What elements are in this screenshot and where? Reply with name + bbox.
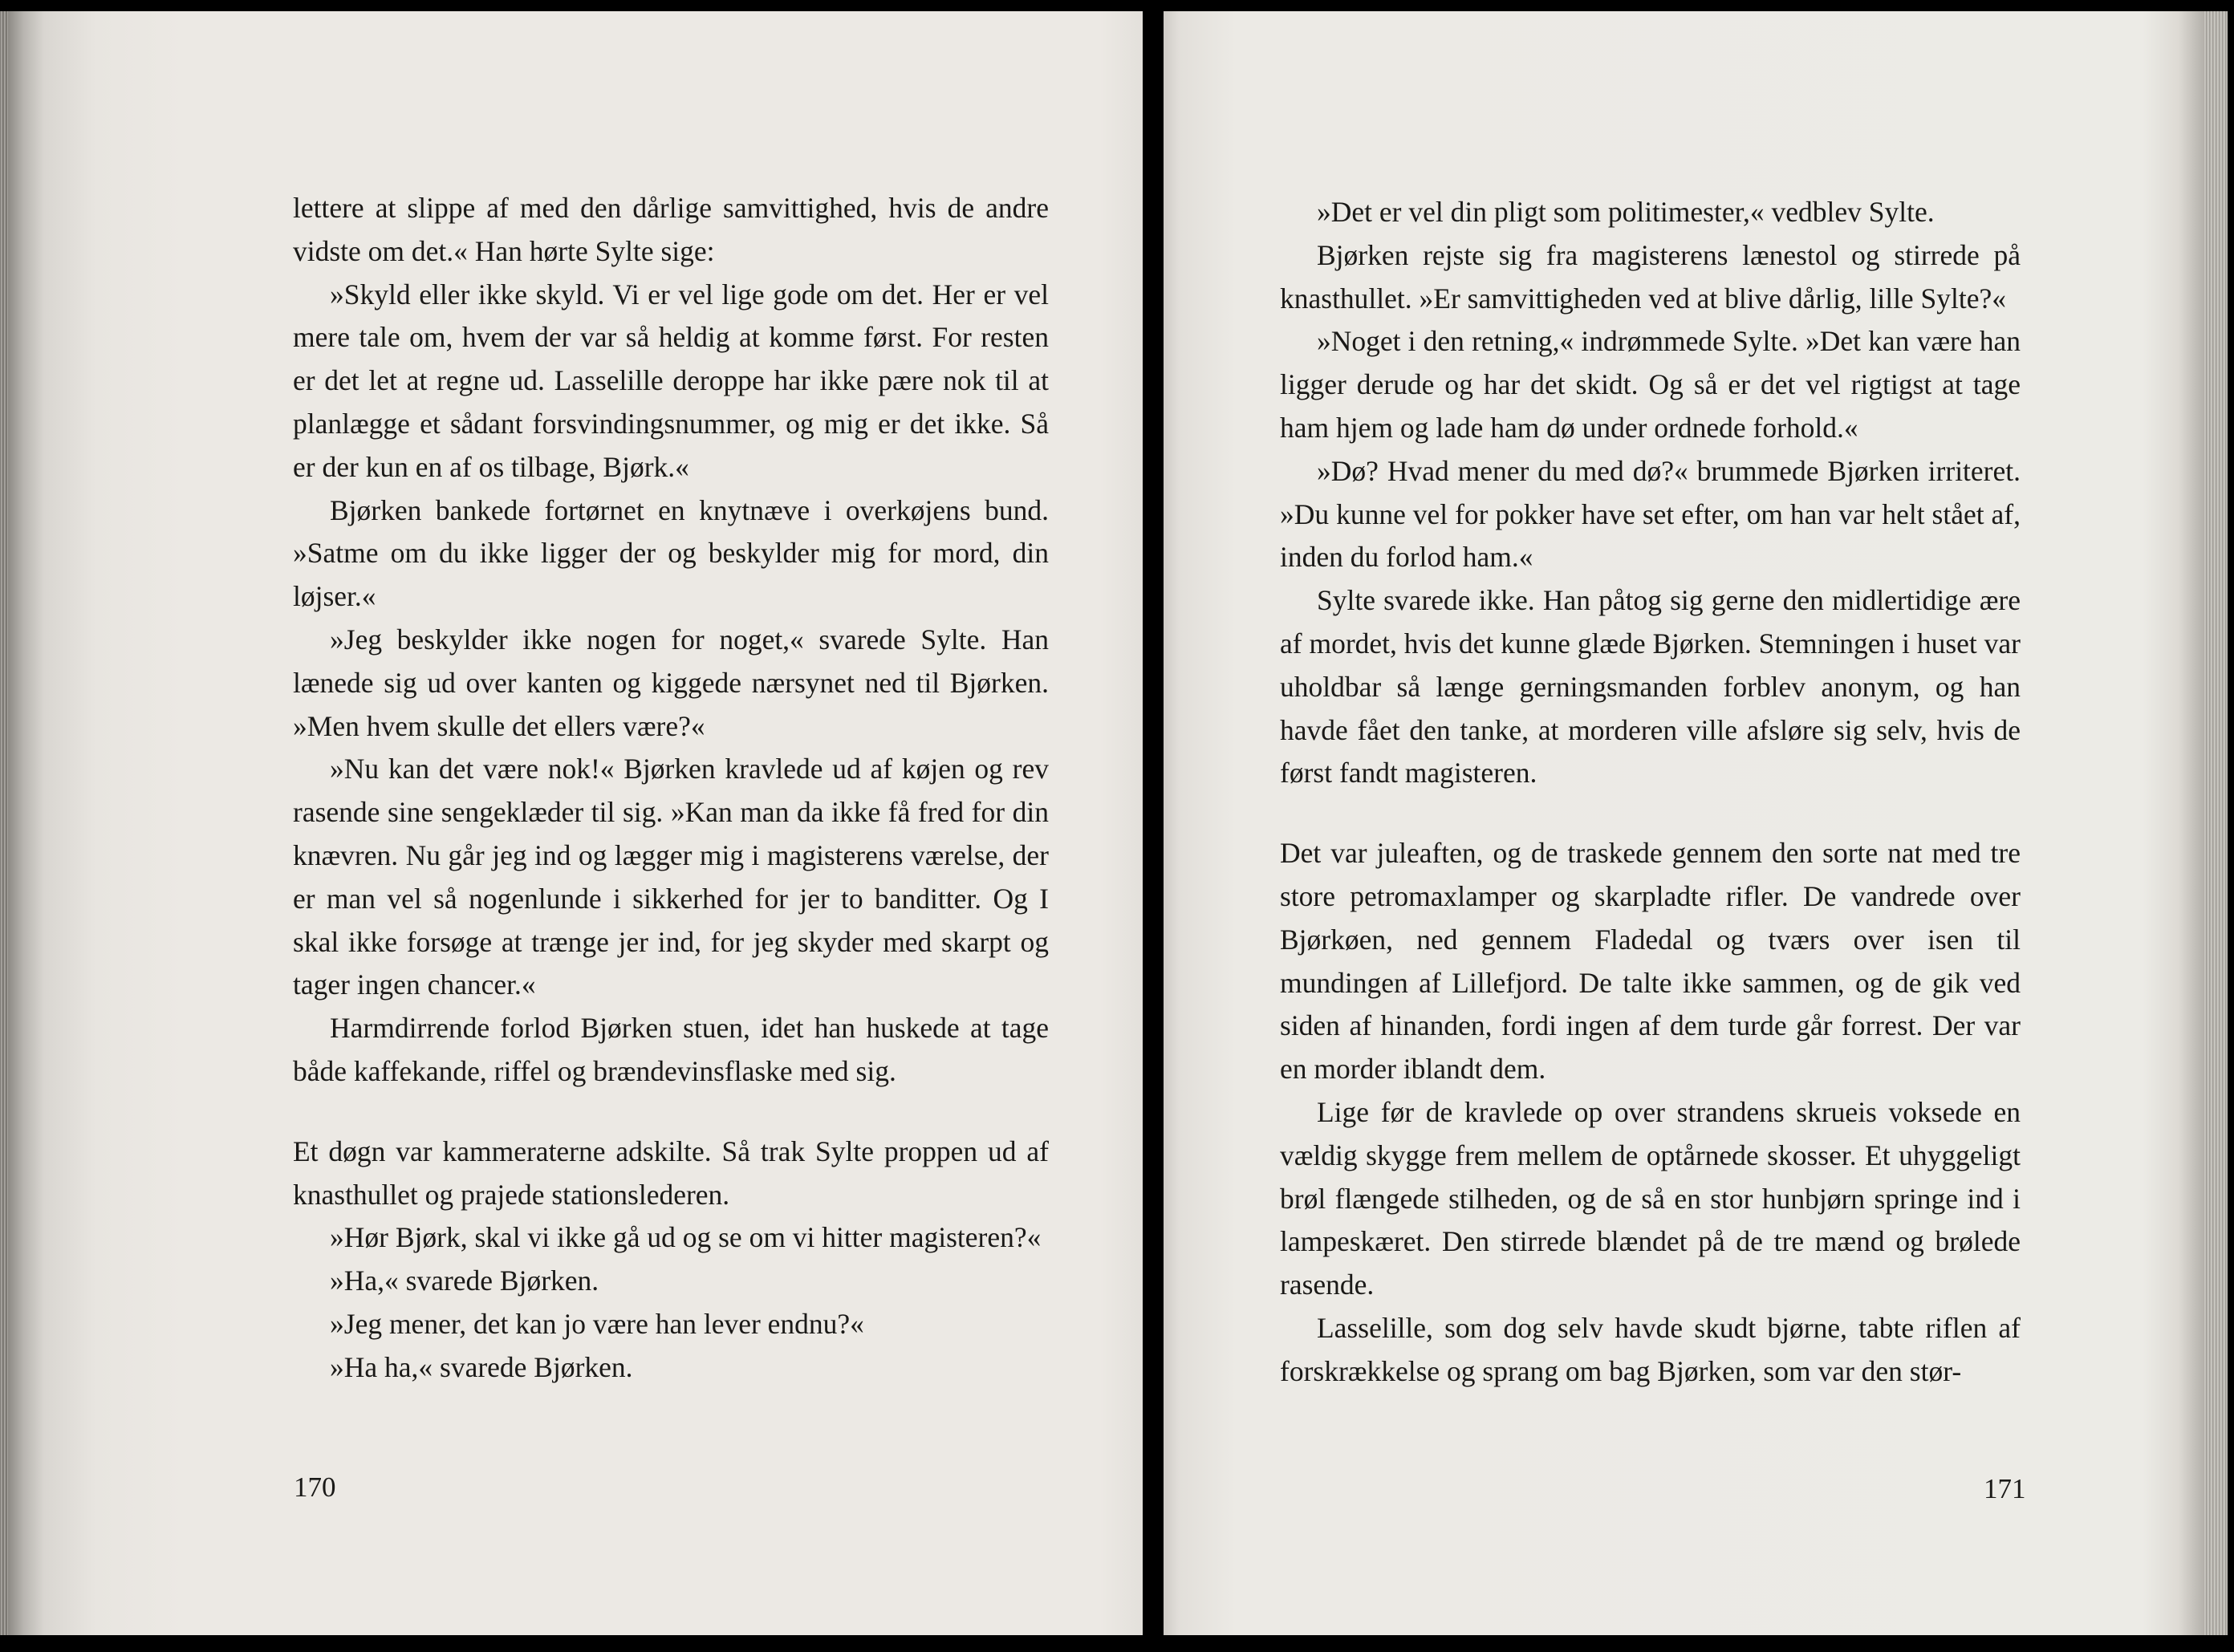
left-page-text [293,187,1049,1390]
paragraph: »Ha,« svarede Bjørken. [330,1264,599,1297]
paragraph: »Ha ha,« svarede Bjørken. [330,1350,633,1383]
paragraph: Harmdirrende forlod Bjørken stuen, idet han huskede at tage både kaffekande, riffel og brændevinsflaske med sig. [293,1012,1049,1087]
right-page [1164,11,2204,1635]
paragraph: Bjørken rejste sig fra magisterens lænestol og stirrede på knasthullet. »Er samvittigheden ved at blive dårlig, lille Sylte?« [1280,238,2021,315]
page-number: 170 [294,1471,336,1503]
paragraph: Det var juleaften, og de traskede gennem den sorte nat med tre store petromaxlamper og skarpladte rifler. De vandrede over Bjørkøen, ned gennem Fladedal og tværs over isen til mundingen af Lillefjord. De talte ikke sammen, og de gik ved siden af hinanden, fordi ingen af dem turde går forrest. Der var en morder iblandt dem. [1280,837,2021,1086]
left-page [8,11,1143,1635]
right-page-text [1280,191,2021,1394]
paragraph: »Det er vel din pligt som politimester,« vedblev Sylte. [1317,196,1935,228]
paragraph: Lige før de kravlede op over strandens skrueis voksede en vældig skygge frem mellem de optårnede skosser. Et uhyggeligt brøl flængede stilheden, og de så en stor hunbjørn springe ind i lampeskæret. Den stirrede blændet på de tre mænd og brølede rasende. [1280,1095,2021,1301]
paragraph: Sylte svarede ikke. Han påtog sig gerne den midlertidige ære af mordet, hvis det kunne glæde Bjørken. Stemningen i huset var uholdbar så længe gerningsmanden forblev anonym, og han havde fået den tanke, at morderen ville afsløre sig selv, hvis de først fandt magisteren. [1280,584,2021,789]
paragraph: lettere at slippe af med den dårlige samvittighed, hvis de andre vidste om det.« Han hørte Sylte sige: [293,192,1049,267]
page-number: 171 [1984,1473,2026,1504]
right-page-edges [2204,11,2228,1635]
paragraph: »Hør Bjørk, skal vi ikke gå ud og se om vi hitter magisteren?« [330,1221,1042,1254]
paragraph: Lasselille, som dog selv havde skudt bjørne, tabte riflen af forskrækkelse og sprang om bag Bjørken, som var den stør- [1280,1311,2021,1387]
paragraph: »Jeg beskylder ikke nogen for noget,« svarede Sylte. Han lænede sig ud over kanten og kiggede nærsynet ned til Bjørken. »Men hvem skulle det ellers være?« [293,623,1049,742]
paragraph: »Dø? Hvad mener du med dø?« brummede Bjørken irriteret. »Du kunne vel for pokker have set efter, om han var helt stået af, inden du forlod ham.« [1280,454,2021,574]
paragraph: Bjørken bankede fortørnet en knytnæve i overkøjens bund. »Satme om du ikke ligger der og beskylder mig for mord, din løjser.« [293,493,1049,613]
paragraph: »Nu kan det være nok!« Bjørken kravlede ud af køjen og rev rasende sine sengeklæder til sig. »Kan man da ikke få fred for din knævren. Nu går jeg ind og lægger mig i magisterens værelse, der er man vel så nogenlunde i sikkerhed for jer to banditter. Og I skal ikke forsøge at trænge jer ind, for jeg skyder med skarpt og tager ingen chancer.« [293,753,1049,1001]
paragraph: »Noget i den retning,« indrømmede Sylte. »Det kan være han ligger derude og har det skidt. Og så er det vel rigtigst at tage ham hjem og lade ham dø under ordnede forhold.« [1280,325,2021,444]
paragraph: Et døgn var kammeraterne adskilte. Så trak Sylte proppen ud af knasthullet og prajede stationslederen. [293,1134,1049,1211]
paragraph: »Skyld eller ikke skyld. Vi er vel lige gode om det. Her er vel mere tale om, hvem der var så heldig at komme først. For resten er det let at regne ud. Lasselille deroppe har ikke pære nok til at planlægge et sådant forsvindingsnummer, og mig er det ikke. Så er der kun en af os tilbage, Bjørk.« [293,278,1049,483]
paragraph: »Jeg mener, det kan jo være han lever endnu?« [330,1307,864,1340]
